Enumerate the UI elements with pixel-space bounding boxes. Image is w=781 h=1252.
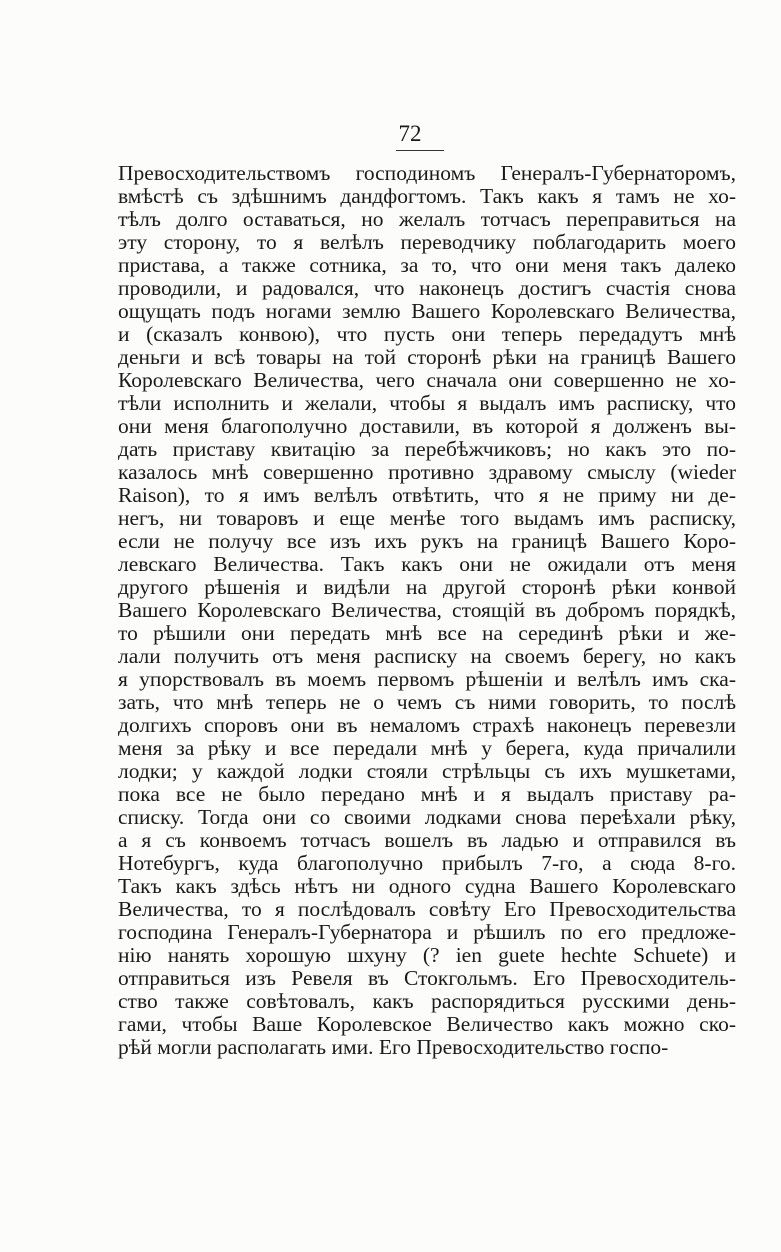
text-line: если не получу все изъ ихъ рукъ на границѣ Вашего Коро- xyxy=(118,530,736,553)
text-line: пока все не было передано мнѣ и я выдалъ приставу ра- xyxy=(118,783,736,806)
text-line: отправиться изъ Ревеля въ Стокгольмъ. Его Превосходитель- xyxy=(118,967,736,990)
text-line: Превосходительствомъ господиномъ Генералъ-Губернаторомъ, xyxy=(118,162,736,185)
text-line: ощущать подъ ногами землю Вашего Королевскаго Величества, xyxy=(118,300,736,323)
text-line: гами, чтобы Ваше Королевское Величество какъ можно ско- xyxy=(118,1013,736,1036)
text-line: дать приставу квитацію за перебѣжчиковъ; но какъ это по- xyxy=(118,438,736,461)
text-line: ство также совѣтовалъ, какъ распорядиться русскими день- xyxy=(118,990,736,1013)
text-line: они меня благополучно доставили, въ которой я долженъ вы- xyxy=(118,415,736,438)
text-line: Вашего Королевскаго Величества, стоящій въ добромъ порядкѣ, xyxy=(118,599,736,622)
text-line: казалось мнѣ совершенно противно здравому смыслу (wieder xyxy=(118,461,736,484)
text-line: зать, что мнѣ теперь не о чемъ съ ними говорить, то послѣ xyxy=(118,691,736,714)
text-line: господина Генералъ-Губернатора и рѣшилъ по его предложе- xyxy=(118,921,736,944)
text-line: а я съ конвоемъ тотчасъ вошелъ въ ладью и отправился въ xyxy=(118,829,736,852)
text-line: Raison), то я имъ велѣлъ отвѣтить, что я не приму ни де- xyxy=(118,484,736,507)
text-line: эту сторону, то я велѣлъ переводчику поблагодарить моего xyxy=(118,231,736,254)
text-line: тѣлъ долго оставаться, но желалъ тотчасъ переправиться на xyxy=(118,208,736,231)
text-line: другого рѣшенія и видѣли на другой сторонѣ рѣки конвой xyxy=(118,576,736,599)
text-line: нію нанять хорошую шхуну (? ien guete hechte Schuete) и xyxy=(118,944,736,967)
text-line: деньги и всѣ товары на той сторонѣ рѣки на границѣ Вашего xyxy=(118,346,736,369)
text-line: левскаго Величества. Такъ какъ они не ожидали отъ меня xyxy=(118,553,736,576)
page-number: 72 xyxy=(398,121,422,146)
text-line: меня за рѣку и все передали мнѣ у берега, куда причалили xyxy=(118,737,736,760)
text-line: рѣй могли располагать ими. Его Превосходительство госпо- xyxy=(118,1036,669,1059)
text-line: вмѣстѣ съ здѣшнимъ дандфогтомъ. Такъ какъ я тамъ не хо- xyxy=(118,185,736,208)
text-line: Такъ какъ здѣсь нѣтъ ни одного судна Вашего Королевскаго xyxy=(118,875,736,898)
body-text xyxy=(118,162,736,1059)
page-number-rule xyxy=(396,150,444,151)
text-line: лодки; у каждой лодки стояли стрѣльцы съ ихъ мушкетами, xyxy=(118,760,736,783)
text-line: негъ, ни товаровъ и еще менѣе того выдамъ имъ расписку, xyxy=(118,507,736,530)
text-line: Нотебургъ, куда благополучно прибылъ 7-го, а сюда 8-го. xyxy=(118,852,736,875)
text-line: то рѣшили они передать мнѣ все на серединѣ рѣки и же- xyxy=(118,622,736,645)
text-line: долгихъ споровъ они въ немаломъ страхѣ наконецъ перевезли xyxy=(118,714,736,737)
text-line: проводили, и радовался, что наконецъ достигъ счастія снова xyxy=(118,277,736,300)
text-line: Величества, то я послѣдовалъ совѣту Его Превосходительства xyxy=(118,898,736,921)
text-line: списку. Тогда они со своими лодками снова переѣхали рѣку, xyxy=(118,806,736,829)
text-line: тѣли исполнить и желали, чтобы я выдалъ имъ расписку, что xyxy=(118,392,736,415)
text-line: Королевскаго Величества, чего сначала они совершенно не хо- xyxy=(118,369,736,392)
text-line: и (сказалъ конвою), что пусть они теперь передадутъ мнѣ xyxy=(118,323,736,346)
text-line: я упорствовалъ въ моемъ первомъ рѣшеніи и велѣлъ имъ ска- xyxy=(118,668,736,691)
text-line: лали получить отъ меня расписку на своемъ берегу, но какъ xyxy=(118,645,736,668)
text-line: пристава, а также сотника, за то, что они меня такъ далеко xyxy=(118,254,736,277)
